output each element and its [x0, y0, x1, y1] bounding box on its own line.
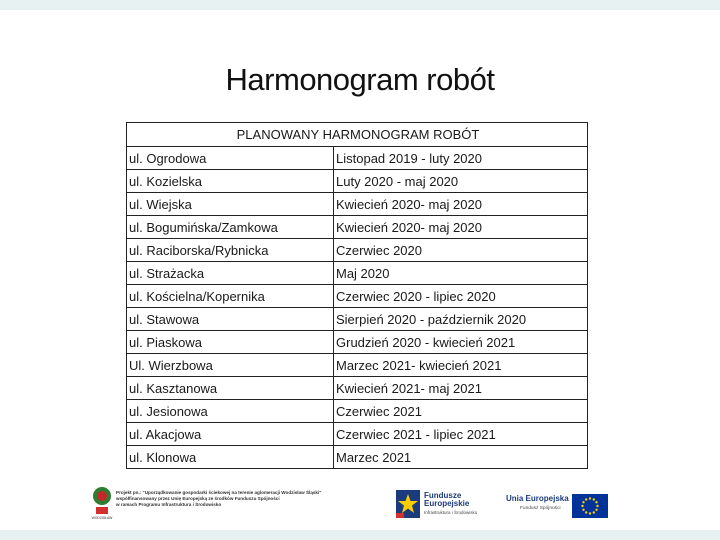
period-cell: Czerwiec 2021	[334, 400, 588, 423]
city-crest-logo	[90, 486, 114, 520]
street-cell: ul. Piaskowa	[127, 331, 334, 354]
table-row	[127, 446, 588, 469]
table-row	[127, 170, 588, 193]
period-cell: Sierpień 2020 - październik 2020	[334, 308, 588, 331]
period-cell: Marzec 2021	[334, 446, 588, 469]
ue-line-1: Unia Europejska	[506, 494, 569, 503]
period-cell: Listopad 2019 - luty 2020	[334, 147, 588, 170]
period-cell: Maj 2020	[334, 262, 588, 285]
period-cell: Kwiecień 2021- maj 2021	[334, 377, 588, 400]
project-line-2: współfinansowany przez Unię Europejską ze środków Funduszu Spójności	[116, 496, 280, 501]
city-logo-text: WODZISŁAW	[91, 516, 113, 520]
table-row	[127, 262, 588, 285]
eu-flag-icon	[572, 494, 608, 518]
street-cell: ul. Wiejska	[127, 193, 334, 216]
table-row	[127, 354, 588, 377]
eu-logo	[506, 492, 616, 520]
street-cell: ul. Ogrodowa	[127, 147, 334, 170]
table-row	[127, 331, 588, 354]
footer-logos	[90, 486, 630, 526]
ue-line-2: Fundusz Spójności	[520, 506, 561, 511]
table-row	[127, 400, 588, 423]
table-row	[127, 147, 588, 170]
table-row	[127, 285, 588, 308]
table-row	[127, 377, 588, 400]
period-cell: Kwiecień 2020- maj 2020	[334, 193, 588, 216]
street-cell: ul. Raciborska/Rybnicka	[127, 239, 334, 262]
period-cell: Marzec 2021- kwiecień 2021	[334, 354, 588, 377]
table-row	[127, 216, 588, 239]
top-decor-stripe	[0, 0, 720, 10]
table-header-row	[127, 123, 588, 147]
fe-star-icon	[396, 490, 420, 518]
street-cell: ul. Kasztanowa	[127, 377, 334, 400]
street-cell: ul. Bogumińska/Zamkowa	[127, 216, 334, 239]
street-cell: ul. Jesionowa	[127, 400, 334, 423]
bottom-decor-stripe	[0, 530, 720, 540]
table-row	[127, 423, 588, 446]
fe-line-1: Fundusze	[424, 491, 462, 500]
period-cell: Czerwiec 2020	[334, 239, 588, 262]
street-cell: ul. Strażacka	[127, 262, 334, 285]
schedule-rows	[127, 147, 588, 469]
table-row	[127, 193, 588, 216]
fe-line-2: Europejskie	[424, 499, 470, 508]
table-row	[127, 239, 588, 262]
period-cell: Czerwiec 2021 - lipiec 2021	[334, 423, 588, 446]
street-cell: ul. Kozielska	[127, 170, 334, 193]
street-cell: ul. Kościelna/Kopernika	[127, 285, 334, 308]
period-cell: Kwiecień 2020- maj 2020	[334, 216, 588, 239]
schedule-table	[126, 122, 588, 469]
fe-line-3: Infrastruktura i Środowisko	[424, 510, 478, 515]
street-cell: ul. Klonowa	[127, 446, 334, 469]
project-line-3: w ramach Programu Infrastruktura i Środowisko	[116, 502, 222, 507]
project-line-1: Projekt pn.: "Uporządkowanie gospodarki ściekowej na terenie aglomeracji Wodzisław Śląski"	[116, 490, 322, 495]
street-cell: ul. Akacjowa	[127, 423, 334, 446]
page-title: Harmonogram robót	[225, 62, 495, 97]
project-description	[116, 490, 366, 508]
table-header: PLANOWANY HARMONOGRAM ROBÓT	[127, 123, 588, 147]
period-cell: Czerwiec 2020 - lipiec 2020	[334, 285, 588, 308]
street-cell: Ul. Wierzbowa	[127, 354, 334, 377]
fundusze-europejskie-logo	[396, 490, 486, 518]
street-cell: ul. Stawowa	[127, 308, 334, 331]
table-row	[127, 308, 588, 331]
period-cell: Luty 2020 - maj 2020	[334, 170, 588, 193]
period-cell: Grudzień 2020 - kwiecień 2021	[334, 331, 588, 354]
